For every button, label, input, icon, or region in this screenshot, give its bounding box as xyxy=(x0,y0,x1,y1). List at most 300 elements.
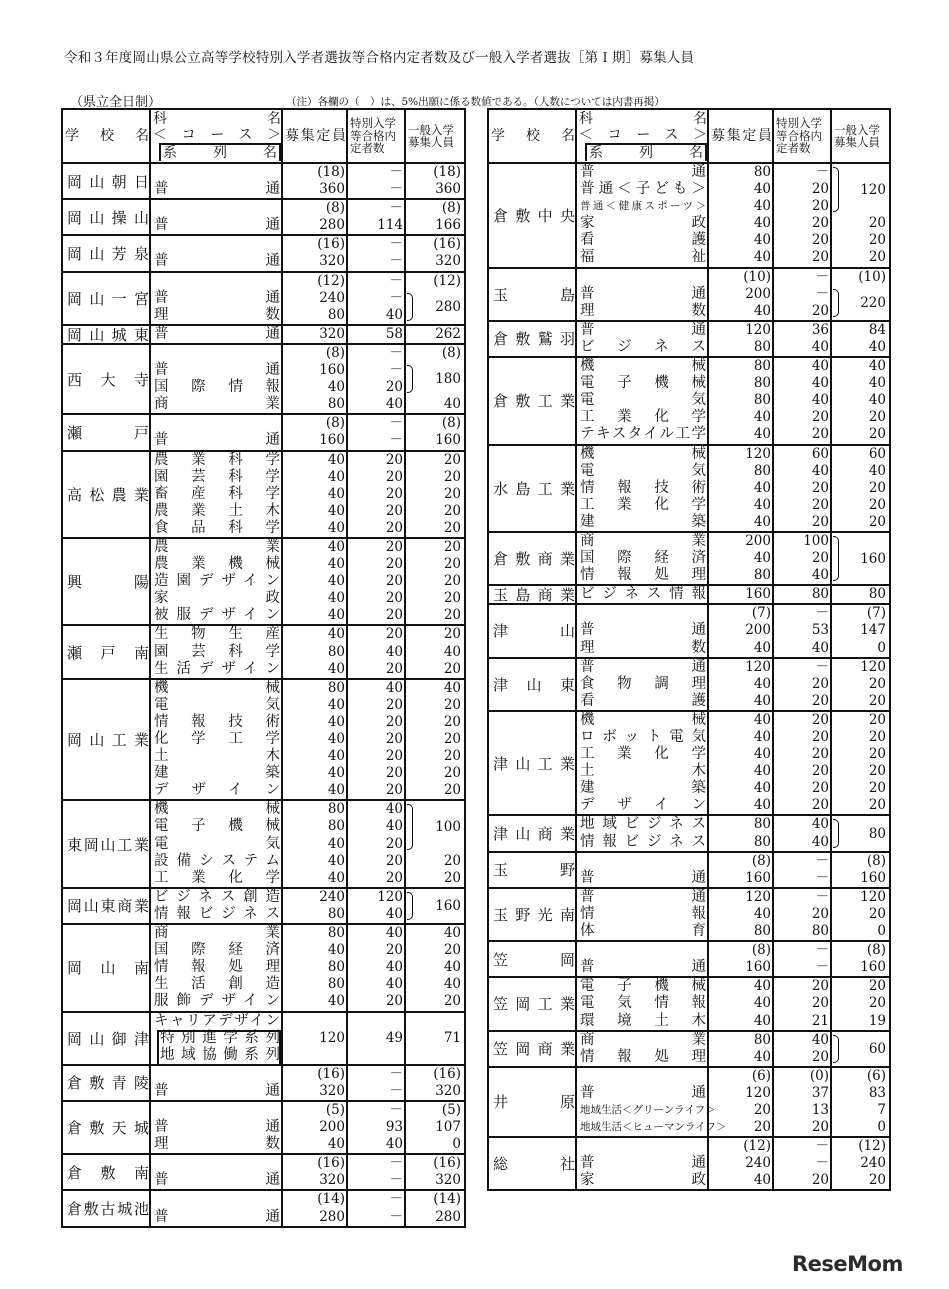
special-value: 40 xyxy=(811,567,829,584)
general-value: 20 xyxy=(443,713,461,730)
special-value: 20 xyxy=(385,782,403,799)
quota-value: 160 xyxy=(745,959,771,976)
course-name: 体育 xyxy=(580,923,706,940)
school-block xyxy=(489,1032,889,1068)
quota-value: 120 xyxy=(319,1029,345,1046)
special-value: 20 xyxy=(811,1048,829,1065)
general-value: (8) xyxy=(441,415,461,432)
quota-value: 40 xyxy=(327,468,345,485)
general-value: 262 xyxy=(435,325,461,342)
special-value: － xyxy=(389,272,403,289)
course-name: 普通 xyxy=(580,1084,706,1101)
general-value: 20 xyxy=(868,513,886,530)
special-value: － xyxy=(815,1155,829,1172)
header-quota-label: 募集定員 xyxy=(285,128,346,144)
course-name: 地域ビジネス xyxy=(580,816,706,833)
general-value: 240 xyxy=(860,1155,886,1172)
course-name: 工業化学 xyxy=(580,746,706,763)
school-name xyxy=(489,889,577,940)
special-value: 20 xyxy=(385,379,403,396)
course-name: 土木 xyxy=(580,763,706,780)
special-value: － xyxy=(389,1082,403,1099)
course-name: デザイン xyxy=(580,797,706,814)
special-value: 20 xyxy=(811,763,829,780)
quota-value: 80 xyxy=(753,338,771,355)
special-value: － xyxy=(815,959,829,976)
general-value: 20 xyxy=(443,731,461,747)
note: （注）各欄の（ ）は、5%出願に係る数値である。（人数については内書再掲） xyxy=(286,96,665,108)
school-block xyxy=(489,816,889,852)
general-value: 20 xyxy=(443,993,461,1010)
quota-value: 240 xyxy=(319,289,345,306)
school-name xyxy=(489,446,577,531)
course-name: 工業化学 xyxy=(154,869,280,886)
quota-value: (18) xyxy=(317,164,345,180)
header-general-label: 一般入学募集人員 xyxy=(408,122,454,149)
course-name: 普通 xyxy=(580,1155,706,1172)
quota-value: 40 xyxy=(753,215,771,232)
general-value: 160 xyxy=(435,432,461,449)
brace-icon xyxy=(833,819,839,847)
course-name: 電気 xyxy=(580,462,706,479)
quota-value: 320 xyxy=(319,253,345,270)
school-name xyxy=(489,659,577,710)
school-name xyxy=(489,269,577,320)
special-value: 40 xyxy=(811,392,829,409)
school-block xyxy=(489,853,889,889)
course-name: 地域協働系列 xyxy=(160,1046,280,1063)
course-name: 地域生活＜ヒューマンライフ＞ xyxy=(580,1121,727,1134)
school-name-text: 岡山朝日 xyxy=(67,172,149,191)
quota-value: 40 xyxy=(753,780,771,797)
quota-value: 40 xyxy=(753,1012,771,1029)
course-name: 情報処理 xyxy=(580,1048,706,1065)
course-name: 機械 xyxy=(154,801,280,818)
school-name xyxy=(63,1066,151,1100)
quota-value: (8) xyxy=(325,200,345,217)
special-value: 20 xyxy=(811,232,829,249)
school-name xyxy=(63,1102,151,1153)
general-value: 71 xyxy=(443,1029,461,1046)
school-name-text: 岡山南 xyxy=(67,959,149,978)
course-name: 設備システム xyxy=(154,852,280,869)
special-value: 20 xyxy=(385,660,403,677)
brace-icon xyxy=(407,293,413,321)
school-block xyxy=(63,1013,464,1066)
course-name: 電気情報 xyxy=(580,995,706,1012)
special-value: 20 xyxy=(385,731,403,747)
special-value: － xyxy=(815,869,829,886)
quota-value: 160 xyxy=(319,432,345,449)
general-value: 0 xyxy=(877,923,886,940)
course-name: 食物調理 xyxy=(580,675,706,692)
general-value: (8) xyxy=(441,200,461,217)
course-name: 生活デザイン xyxy=(154,660,280,677)
general-value: 107 xyxy=(435,1119,461,1136)
general-value: 320 xyxy=(435,1172,461,1189)
general-value: 20 xyxy=(868,905,886,922)
special-value: 20 xyxy=(385,538,403,555)
course-name: 服飾デザイン xyxy=(154,993,280,1010)
general-value: 20 xyxy=(443,451,461,468)
grouped-general-number: 280 xyxy=(435,298,461,315)
quota-value: 40 xyxy=(753,513,771,530)
course-name: 普通 xyxy=(154,1082,280,1099)
special-value: － xyxy=(815,285,829,302)
special-value: 58 xyxy=(385,325,403,342)
special-value: 40 xyxy=(811,462,829,479)
school-name-text: 総社 xyxy=(493,1155,575,1174)
quota-value: 80 xyxy=(753,462,771,479)
table-header xyxy=(489,110,889,164)
quota-value: 280 xyxy=(319,1208,345,1225)
general-value: 40 xyxy=(443,925,461,942)
quota-value: 40 xyxy=(327,626,345,643)
quota-value: 40 xyxy=(327,835,345,852)
special-value: － xyxy=(389,432,403,449)
special-value: 80 xyxy=(811,586,829,603)
course-name: ビジネス創造 xyxy=(154,888,280,905)
quota-value: 40 xyxy=(753,746,771,763)
school-name xyxy=(63,1013,151,1064)
quota-value: 320 xyxy=(319,1172,345,1189)
special-value: 40 xyxy=(385,801,403,818)
course-name: 商業 xyxy=(154,396,280,413)
general-value: 20 xyxy=(443,556,461,573)
general-value: 160 xyxy=(860,959,886,976)
special-value: 53 xyxy=(811,622,829,639)
course-name: 商業 xyxy=(580,532,706,549)
special-value: 40 xyxy=(811,358,829,375)
right-table xyxy=(487,108,891,1191)
course-name: 商業 xyxy=(154,925,280,942)
quota-value: 40 xyxy=(753,479,771,496)
quota-value: 200 xyxy=(745,285,771,302)
general-value: 0 xyxy=(877,1119,886,1136)
general-value: 20 xyxy=(443,765,461,782)
special-value: 20 xyxy=(811,409,829,426)
school-name xyxy=(63,680,151,800)
general-value: 20 xyxy=(868,711,886,728)
header-school-label: 学校名 xyxy=(491,128,575,144)
general-value: 20 xyxy=(868,692,886,709)
general-value: 20 xyxy=(868,797,886,814)
general-value: (14) xyxy=(433,1191,461,1208)
general-value: 20 xyxy=(868,746,886,763)
general-value: 20 xyxy=(443,852,461,869)
special-value: 20 xyxy=(385,626,403,643)
school-name xyxy=(489,605,577,656)
special-value: 36 xyxy=(811,321,829,338)
quota-value: 200 xyxy=(319,1119,345,1136)
course-name: 情報処理 xyxy=(580,567,706,584)
course-name: 建築 xyxy=(154,765,280,782)
quota-value: 40 xyxy=(753,675,771,692)
school-name xyxy=(63,801,151,886)
general-value: 84 xyxy=(868,321,886,338)
quota-value: 80 xyxy=(327,306,345,323)
course-name: 被服デザイン xyxy=(154,607,280,624)
quota-value: (10) xyxy=(743,268,771,285)
school-name xyxy=(63,200,151,234)
special-value: － xyxy=(389,344,403,361)
school-name-text: 瀬戸南 xyxy=(67,643,149,662)
general-value: 40 xyxy=(868,358,886,375)
special-value: 20 xyxy=(811,729,829,745)
header-quota xyxy=(709,110,774,162)
school-name-text: 玉野 xyxy=(493,861,575,880)
course-name: 普通 xyxy=(154,181,280,198)
quota-value: 40 xyxy=(753,995,771,1012)
school-name xyxy=(63,236,151,270)
special-value: 20 xyxy=(811,198,829,215)
course-name: 生物生産 xyxy=(154,626,280,643)
school-block xyxy=(489,269,889,322)
general-value: 20 xyxy=(868,1172,886,1189)
special-value: 37 xyxy=(811,1084,829,1101)
quota-value: 80 xyxy=(753,1031,771,1048)
special-value: 20 xyxy=(811,780,829,797)
school-block xyxy=(489,446,889,533)
general-value: 20 xyxy=(443,748,461,765)
quota-value: 40 xyxy=(327,590,345,607)
course-name: 農業機械 xyxy=(154,556,280,573)
school-name xyxy=(63,889,151,923)
quota-value: 360 xyxy=(319,181,345,198)
school-name-text: 倉敷鷲羽 xyxy=(493,330,575,349)
course-name: 電気 xyxy=(154,835,280,852)
general-value: 20 xyxy=(868,409,886,426)
school-block xyxy=(489,889,889,942)
course-name: 普通 xyxy=(154,1208,280,1225)
general-value: 40 xyxy=(868,375,886,392)
course-name: 園芸科学 xyxy=(154,468,280,485)
special-value: － xyxy=(389,415,403,432)
school-block xyxy=(63,452,464,539)
quota-value: 40 xyxy=(753,426,771,443)
grouped-general-value xyxy=(406,290,464,324)
special-value: 21 xyxy=(811,1012,829,1029)
school-name-text: 水島工業 xyxy=(493,479,575,498)
general-value: 20 xyxy=(443,468,461,485)
grouped-general-number: 100 xyxy=(435,819,461,836)
general-value: 20 xyxy=(868,249,886,266)
course-name: 建築 xyxy=(580,513,706,530)
quota-value: 40 xyxy=(753,496,771,513)
general-value: (16) xyxy=(433,1065,461,1082)
brace-icon xyxy=(833,289,839,317)
general-value: 20 xyxy=(868,479,886,496)
school-name-text: 瀬戸 xyxy=(67,423,149,442)
general-value: 40 xyxy=(868,338,886,355)
quota-value: 80 xyxy=(753,392,771,409)
quota-value: 40 xyxy=(327,485,345,502)
school-name-text: 倉敷南 xyxy=(67,1163,149,1182)
school-name-text: 津山工業 xyxy=(493,754,575,773)
general-value: (7) xyxy=(866,605,886,622)
school-block xyxy=(489,978,889,1031)
quota-value: 40 xyxy=(327,731,345,747)
school-name-text: 興陽 xyxy=(67,573,149,592)
school-name-text: 岡山芳泉 xyxy=(67,244,149,263)
special-value: 114 xyxy=(377,217,403,234)
quota-value: 40 xyxy=(753,181,771,198)
course-name: 情報ビジネス xyxy=(154,905,280,922)
school-name xyxy=(63,273,151,324)
course-name: 電子機械 xyxy=(580,978,706,995)
course-name: 家政 xyxy=(154,590,280,607)
quota-value: 40 xyxy=(327,942,345,959)
general-value: 20 xyxy=(443,782,461,799)
special-value: 40 xyxy=(385,976,403,993)
course-name: 普通 xyxy=(154,432,280,449)
special-value: 20 xyxy=(385,451,403,468)
general-value: 120 xyxy=(860,888,886,905)
school-block xyxy=(489,358,889,445)
general-value: 20 xyxy=(443,538,461,555)
quota-value: 40 xyxy=(753,978,771,995)
brace-icon xyxy=(407,892,413,920)
header-school xyxy=(489,110,577,162)
school-name xyxy=(63,345,151,413)
special-value: 20 xyxy=(385,993,403,1010)
quota-value: 160 xyxy=(319,362,345,379)
special-value: 20 xyxy=(811,675,829,692)
quota-value: 80 xyxy=(327,818,345,835)
special-value: 20 xyxy=(385,573,403,590)
general-value: (16) xyxy=(433,1155,461,1172)
course-name: 家政 xyxy=(580,215,706,232)
header-course-label: 科名 xyxy=(153,111,281,127)
quota-value: 40 xyxy=(753,198,771,215)
general-value: 20 xyxy=(443,626,461,643)
header-special xyxy=(774,110,832,162)
quota-value: (16) xyxy=(317,236,345,253)
course-name: 特別進学系列 xyxy=(160,1029,280,1046)
school-block xyxy=(489,942,889,978)
school-name-text: 東岡山工業 xyxy=(67,835,149,854)
grouped-general-number: 160 xyxy=(860,550,886,567)
school-name-text: 岡山一宮 xyxy=(67,289,149,308)
general-value: (12) xyxy=(433,272,461,289)
special-value: 20 xyxy=(811,181,829,198)
course-name: 普通 xyxy=(580,869,706,886)
grouped-general-number: 120 xyxy=(860,181,886,198)
school-name-text: 倉敷天城 xyxy=(67,1119,149,1138)
general-value: 120 xyxy=(860,658,886,675)
quota-value: 40 xyxy=(327,748,345,765)
general-value: 280 xyxy=(435,1208,461,1225)
quota-value: (5) xyxy=(325,1101,345,1118)
special-value: － xyxy=(389,1208,403,1225)
general-value: (8) xyxy=(866,852,886,869)
course-name: 国際経済 xyxy=(580,550,706,567)
course-name: 建築 xyxy=(580,780,706,797)
special-value: 20 xyxy=(385,748,403,765)
subtitle: （県立全日制） xyxy=(70,95,162,110)
school-name xyxy=(489,816,577,850)
grouped-general-value xyxy=(406,362,464,396)
quota-value: 40 xyxy=(327,696,345,713)
special-value: 20 xyxy=(811,692,829,709)
general-value: 40 xyxy=(868,462,886,479)
general-value: 20 xyxy=(868,675,886,692)
school-block xyxy=(63,345,464,415)
special-value: 20 xyxy=(385,485,403,502)
quota-value: 40 xyxy=(327,607,345,624)
special-value: － xyxy=(815,164,829,180)
quota-value: 120 xyxy=(745,658,771,675)
general-value: 20 xyxy=(868,780,886,797)
general-value: 0 xyxy=(877,639,886,656)
general-value: 147 xyxy=(860,622,886,639)
school-name-text: 津山東 xyxy=(493,675,575,694)
course-name: 情報技術 xyxy=(580,479,706,496)
quota-value: 160 xyxy=(745,586,771,603)
course-name: 普通 xyxy=(154,1119,280,1136)
general-value: 20 xyxy=(443,502,461,519)
quota-value: 40 xyxy=(327,782,345,799)
quota-value: 40 xyxy=(327,869,345,886)
quota-value: 160 xyxy=(745,869,771,886)
header-course xyxy=(151,110,283,162)
course-name: 普通 xyxy=(580,888,706,905)
special-value: 40 xyxy=(811,639,829,656)
header-special-label: 特別入学等合格内定者数 xyxy=(350,116,396,156)
school-name-text: 倉敷商業 xyxy=(493,550,575,569)
special-value: 13 xyxy=(811,1101,829,1118)
special-value: 20 xyxy=(385,835,403,852)
special-value: － xyxy=(815,1138,829,1155)
school-name xyxy=(63,164,151,198)
general-value: 20 xyxy=(443,607,461,624)
general-value: 360 xyxy=(435,181,461,198)
school-block xyxy=(63,539,464,626)
general-value: 20 xyxy=(443,485,461,502)
course-name: 電気 xyxy=(580,392,706,409)
special-value: 40 xyxy=(385,959,403,976)
quota-value: 40 xyxy=(327,379,345,396)
course-name: ビジネス xyxy=(580,338,706,355)
header-general xyxy=(832,110,889,162)
quota-value: 80 xyxy=(753,833,771,850)
special-value: 80 xyxy=(811,923,829,940)
general-value: 20 xyxy=(443,660,461,677)
school-block xyxy=(489,712,889,817)
special-value: 40 xyxy=(811,375,829,392)
general-value: 20 xyxy=(868,978,886,995)
grouped-general-value xyxy=(832,286,889,320)
course-name: 商業 xyxy=(580,1031,706,1048)
school-name-text: 笠岡 xyxy=(493,950,575,969)
general-value: 20 xyxy=(443,519,461,536)
special-value: 20 xyxy=(385,502,403,519)
grouped-general-value xyxy=(832,816,889,850)
course-name: 普通 xyxy=(154,325,280,342)
quota-value: (12) xyxy=(317,272,345,289)
special-value: － xyxy=(389,1191,403,1208)
special-value: 20 xyxy=(811,426,829,443)
course-name: キャリアデザイン xyxy=(154,1012,280,1029)
school-name xyxy=(489,164,577,267)
special-value: 100 xyxy=(803,532,829,549)
quota-value: 80 xyxy=(753,164,771,180)
special-value: － xyxy=(389,181,403,198)
general-value: 60 xyxy=(868,445,886,462)
special-value: 20 xyxy=(385,942,403,959)
school-name xyxy=(489,1068,577,1136)
special-value: － xyxy=(815,888,829,905)
